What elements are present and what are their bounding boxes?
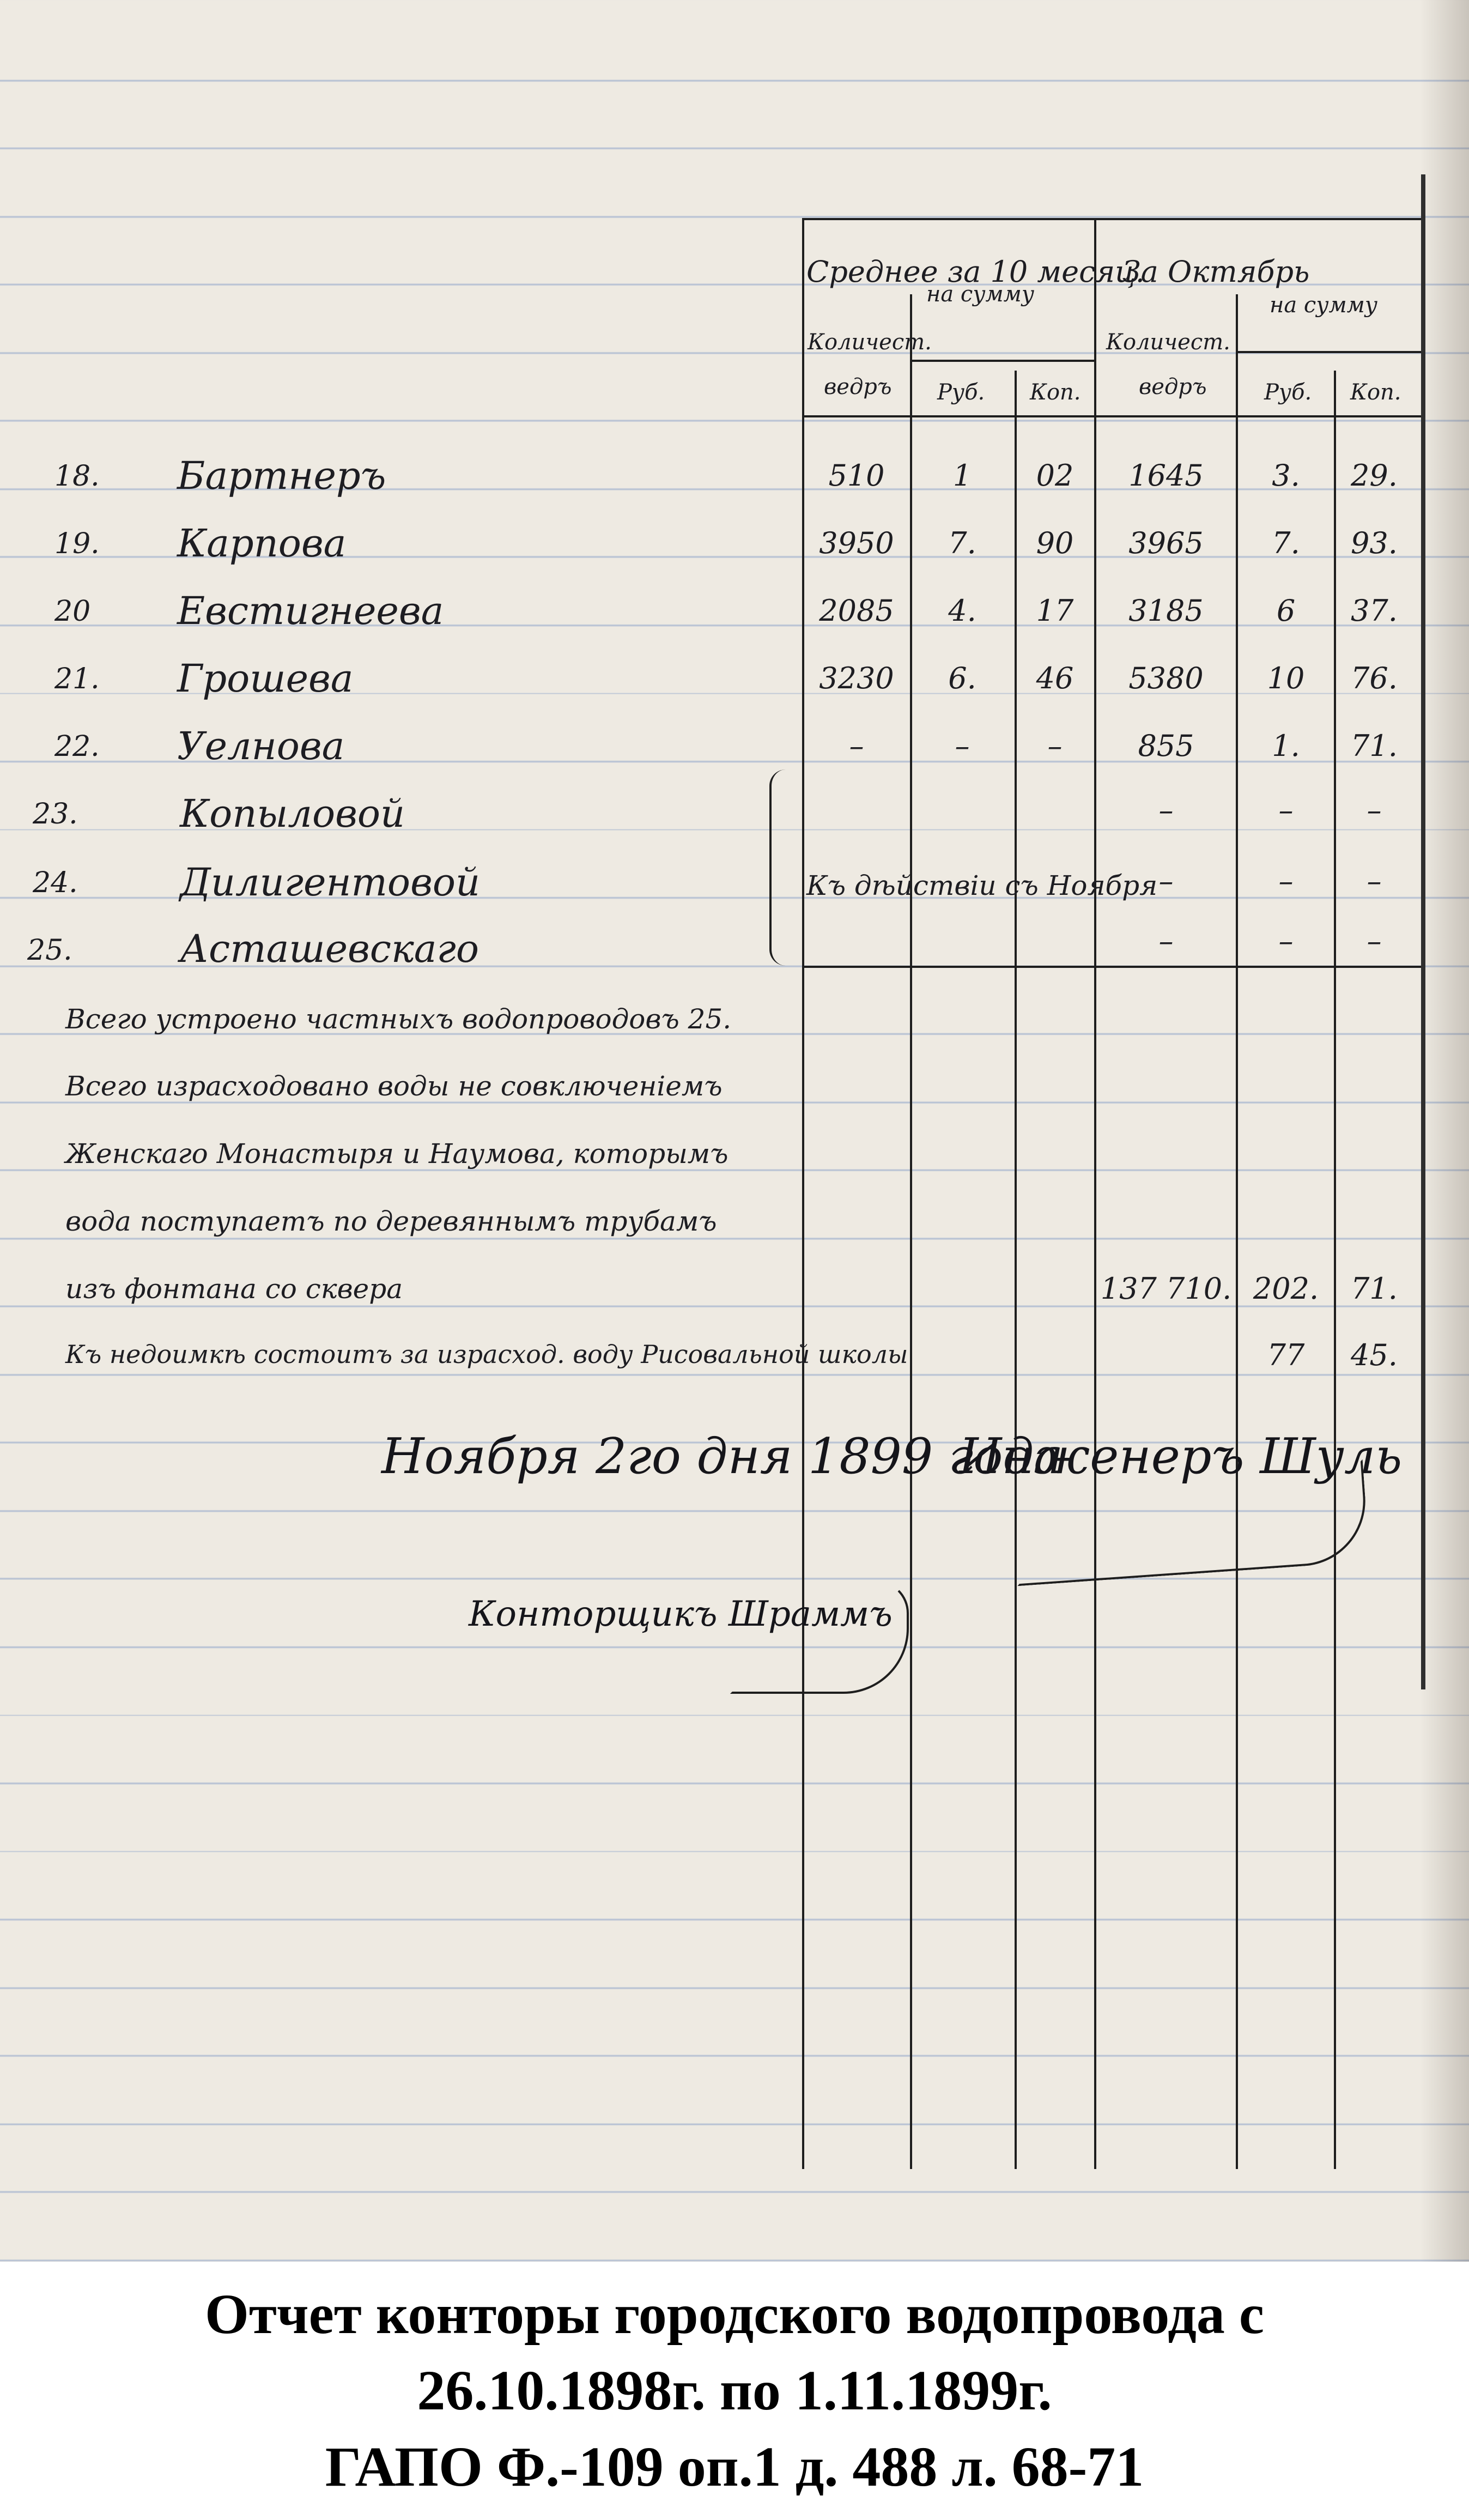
row-oct-kop: – — [1367, 924, 1382, 958]
summary-total-rub: 202. — [1253, 1271, 1319, 1306]
summary-arrears-kop: 45. — [1351, 1338, 1398, 1372]
header-avg-sum: на сумму — [926, 282, 1035, 307]
table-col-line-1 — [802, 218, 804, 2169]
table-col-line-2 — [910, 294, 912, 2169]
row-name: Асташевскаго — [180, 926, 479, 971]
row-name: Копыловой — [180, 791, 405, 836]
subheader-avg-kop: Коп. — [1030, 380, 1081, 405]
summary-total-qty: 137 710. — [1100, 1271, 1232, 1306]
subheader-oct-kop: Коп. — [1350, 380, 1401, 405]
summary-line-3: Женскаго Монастыря и Наумова, которымъ — [65, 1138, 729, 1170]
row-avg-rub: 4. — [948, 593, 976, 628]
row-number: 25. — [27, 934, 72, 967]
subheader-avg-rub: Руб. — [937, 380, 985, 405]
row-name: Грошева — [177, 656, 354, 701]
table-top-rule — [802, 218, 1421, 220]
row-number: 18. — [54, 460, 100, 493]
row-name: Евстигнеева — [177, 589, 444, 633]
row-number: 22. — [54, 730, 100, 763]
row-oct-qty: – — [1158, 924, 1174, 958]
row-avg-kop: – — [1047, 729, 1063, 763]
row-avg-rub: 7. — [948, 526, 976, 560]
row-oct-kop: – — [1367, 864, 1382, 898]
row-avg-qty: 3950 — [819, 526, 894, 560]
row-avg-rub: 1 — [952, 458, 972, 493]
row-oct-rub: – — [1278, 924, 1294, 958]
row-avg-qty: – — [849, 729, 864, 763]
row-oct-kop: 71. — [1351, 729, 1398, 763]
row-avg-kop: 90 — [1036, 526, 1074, 560]
table-subhead-rule-2 — [1236, 351, 1421, 353]
row-number: 20 — [54, 595, 91, 628]
row-avg-rub: 6. — [948, 661, 976, 695]
row-number: 23. — [33, 798, 78, 831]
summary-line-1: Всего устроено частныхъ водопроводовъ 25. — [65, 1003, 732, 1035]
header-oct: За Октябрь — [1122, 255, 1310, 289]
page-edge-shadow — [1420, 0, 1469, 2262]
header-avg: Среднее за 10 месяц. — [806, 255, 1145, 289]
row-oct-kop: 93. — [1351, 526, 1398, 560]
summary-line-4: вода поступаетъ по деревяннымъ трубамъ — [65, 1206, 717, 1237]
subheader-oct-unit: ведръ — [1139, 374, 1207, 399]
subheader-oct-qty: Количест. — [1106, 330, 1230, 355]
row-oct-kop: 76. — [1351, 661, 1398, 695]
caption-line-3: ГАПО Ф.-109 оп.1 д. 488 л. 68-71 — [325, 2436, 1144, 2498]
caption-line-2: 26.10.1898г. по 1.11.1899г. — [417, 2359, 1052, 2422]
clerk-signature: Конторщикъ Шраммъ — [469, 1594, 893, 1634]
table-col-line-3 — [1015, 371, 1017, 2169]
engineer-signature: Инженеръ Шуль — [959, 1428, 1403, 1485]
row-oct-rub: 1. — [1272, 729, 1300, 763]
summary-line-2: Всего израсходовано воды не совключеніемъ — [65, 1070, 723, 1102]
caption-line-1: Отчет конторы городского водопровода с — [204, 2283, 1264, 2346]
summary-total-kop: 71. — [1351, 1271, 1398, 1306]
subheader-avg-qty: Количест. — [808, 330, 932, 355]
row-oct-rub: 10 — [1267, 661, 1305, 695]
row-oct-rub: 3. — [1272, 458, 1300, 493]
row-oct-rub: 6 — [1276, 593, 1296, 628]
row-name: Бартнеръ — [177, 453, 386, 498]
header-oct-sum: на сумму — [1270, 293, 1378, 318]
summary-line-6: Къ недоимкѣ состоитъ за израсход. воду Рисовальной школы — [65, 1340, 908, 1369]
row-name: Карпова — [177, 521, 347, 566]
row-oct-kop: – — [1367, 793, 1382, 827]
rows-brace — [769, 770, 793, 966]
table-col-line-6 — [1334, 371, 1336, 2169]
row-avg-rub: – — [955, 729, 970, 763]
row-avg-kop: 46 — [1036, 661, 1074, 695]
row-oct-qty: 855 — [1138, 729, 1194, 763]
row-oct-qty: – — [1158, 793, 1174, 827]
brace-note: Къ дѣйствіи съ Ноября — [806, 870, 1158, 901]
row-oct-kop: 37. — [1351, 593, 1398, 628]
summary-arrears-rub: 77 — [1267, 1338, 1305, 1372]
row-oct-qty: 1645 — [1128, 458, 1204, 493]
date-line: Ноября 2го дня 1899 года — [381, 1428, 1064, 1485]
right-margin-line — [1421, 174, 1425, 1689]
table-subhead-rule-1 — [910, 360, 1094, 362]
row-oct-rub: – — [1278, 793, 1294, 827]
row-avg-qty: 3230 — [819, 661, 894, 695]
row-oct-rub: – — [1278, 864, 1294, 898]
row-oct-rub: 7. — [1272, 526, 1300, 560]
table-header-bottom-rule — [802, 415, 1421, 417]
row-avg-kop: 02 — [1036, 458, 1074, 493]
table-col-line-4 — [1094, 218, 1096, 2169]
row-oct-qty: 5380 — [1128, 661, 1204, 695]
row-avg-kop: 17 — [1036, 593, 1074, 628]
row-avg-qty: 510 — [828, 458, 885, 493]
row-avg-qty: 2085 — [819, 593, 894, 628]
row-oct-qty: 3185 — [1128, 593, 1204, 628]
table-rows-bottom-rule — [802, 966, 1421, 968]
subheader-oct-rub: Руб. — [1264, 380, 1312, 405]
summary-line-5: изъ фонтана со сквера — [65, 1273, 403, 1305]
row-oct-kop: 29. — [1351, 458, 1398, 493]
clerk-flourish — [730, 1580, 909, 1694]
table-col-line-5 — [1236, 294, 1238, 2169]
row-number: 21. — [54, 663, 100, 695]
subheader-avg-unit: ведръ — [824, 374, 892, 399]
row-oct-qty: 3965 — [1128, 526, 1204, 560]
row-name: Уелнова — [177, 724, 345, 768]
row-name: Дилигентовой — [180, 860, 481, 905]
row-oct-qty: – — [1158, 864, 1174, 898]
row-number: 24. — [33, 867, 78, 899]
row-number: 19. — [54, 528, 100, 560]
